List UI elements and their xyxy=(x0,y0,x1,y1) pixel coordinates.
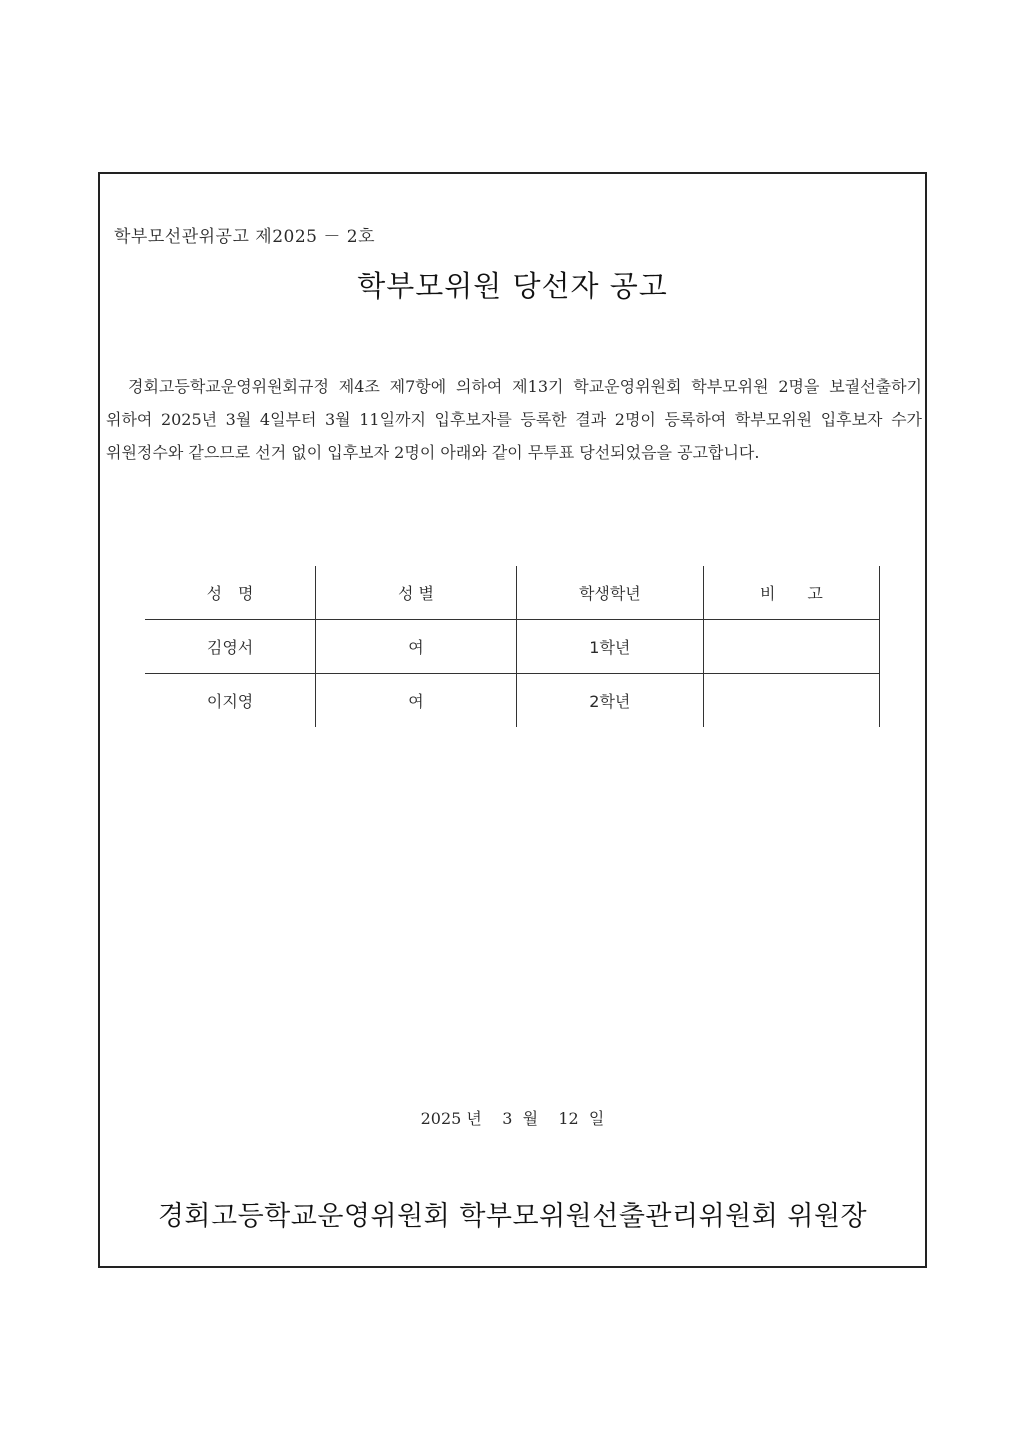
document-title: 학부모위원 당선자 공고 xyxy=(357,269,668,303)
signature-line: 경회고등학교운영위원회 학부모위원선출관리위원회 위원장 xyxy=(157,1201,868,1232)
header-name: 성 명 xyxy=(145,566,316,620)
notice-body: 경회고등학교운영위원회규정 제4조 제7항에 의하여 제13기 학교운영위원회 학부모위원 2명을 보궐선출하기 위하여 2025년 3월 4일부터 3월 11일까지 입후보자를 등록한 결과 2명이 등록하여 학부모위원 입후보자 수가 위원정수와 같으므로 선거 없이 입후보자 2명이 아래와 같이 무투표 당선되었음을 공고합니다. xyxy=(106,377,922,462)
notice-number: 학부모선관위공고 제2025 － 2호 xyxy=(114,227,376,247)
table-row xyxy=(145,620,880,674)
table-row xyxy=(145,674,880,728)
cell-gender: 여 xyxy=(316,620,517,674)
notice-frame xyxy=(98,172,927,1268)
table-header-row xyxy=(145,566,880,620)
cell-grade: 2학년 xyxy=(516,674,703,728)
header-note: 비 고 xyxy=(703,566,879,620)
cell-name: 이지영 xyxy=(206,692,254,711)
cell-note xyxy=(703,674,879,728)
header-grade: 학생학년 xyxy=(516,566,703,620)
cell-gender: 여 xyxy=(316,674,517,728)
header-gender: 성 별 xyxy=(316,566,517,620)
notice-date: 2025 년 3 월 12 일 xyxy=(420,1109,605,1128)
cell-grade: 1학년 xyxy=(516,620,703,674)
elected-table xyxy=(145,566,880,727)
cell-name: 김영서 xyxy=(145,620,316,674)
cell-note xyxy=(703,620,879,674)
